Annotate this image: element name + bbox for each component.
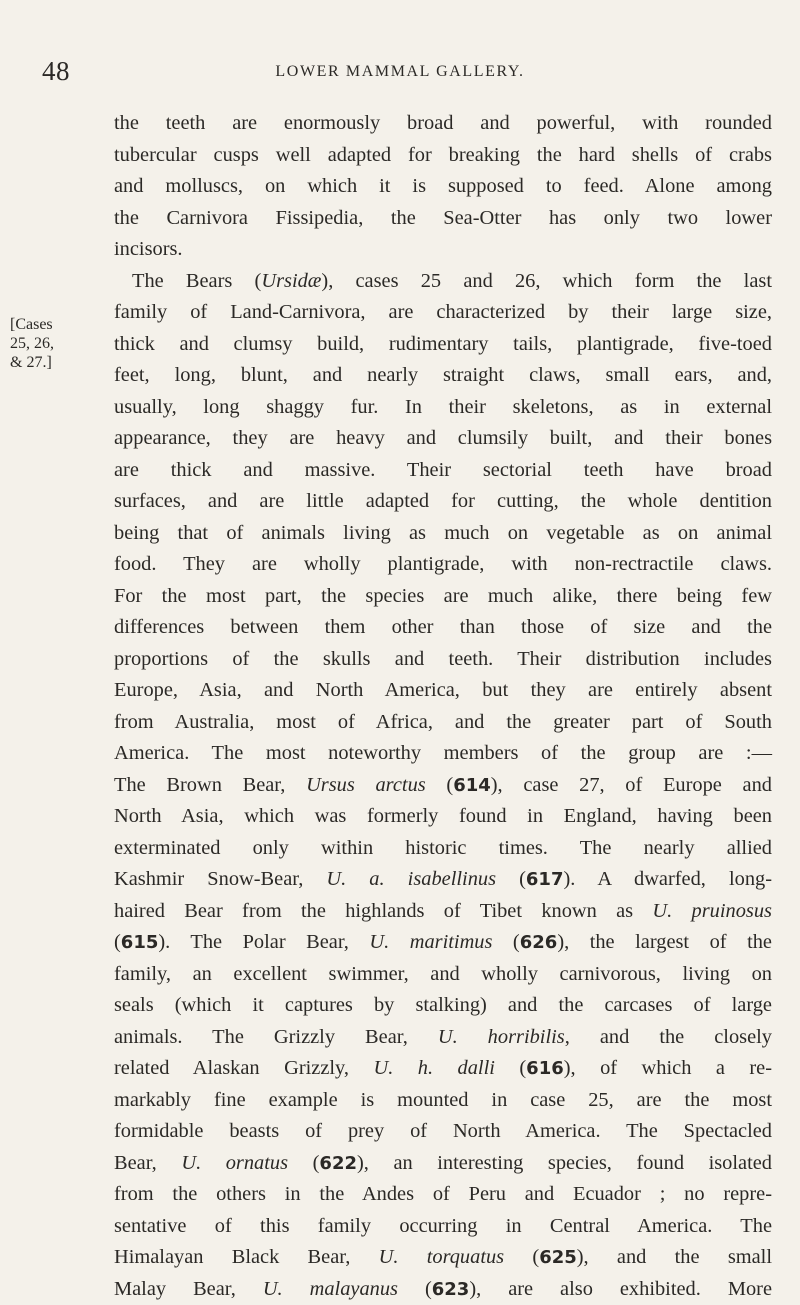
text-run: ), of which a re-	[564, 1057, 772, 1079]
margin-note-line: 25, 26,	[10, 334, 68, 353]
text-run: food. They are wholly plantigrade, with non-rectractile claws.	[114, 553, 772, 575]
text-run: appearance, they are heavy and clumsily built, and their bones	[114, 427, 772, 449]
text-line	[114, 1053, 772, 1085]
text-run: Malay Bear,	[114, 1278, 263, 1300]
text-run: ). A dwarfed, long-	[563, 868, 772, 890]
text-line	[114, 770, 772, 802]
text-line	[114, 203, 772, 235]
italic-text: U. a. isabellinus	[326, 868, 496, 890]
text-run: Europe, Asia, and North America, but they are entirely absent	[114, 679, 772, 701]
text-line	[114, 738, 772, 770]
text-run: (	[288, 1152, 319, 1174]
text-run: seals (which it captures by stalking) and the carcases of large	[114, 994, 772, 1016]
italic-text: U. malayanus	[263, 1278, 398, 1300]
text-run: (	[426, 774, 453, 796]
text-line	[114, 518, 772, 550]
text-run: differences between them other than those of size and the	[114, 616, 772, 638]
text-run: ), the largest of the	[557, 931, 772, 953]
text-run: Kashmir Snow-Bear,	[114, 868, 326, 890]
text-line	[114, 329, 772, 361]
text-line	[114, 1211, 772, 1243]
specimen-number: 626	[520, 932, 558, 953]
text-line	[114, 581, 772, 613]
text-run: ). The Polar Bear,	[158, 931, 369, 953]
specimen-number: 617	[526, 869, 564, 890]
margin-note-line: [Cases	[10, 315, 68, 334]
text-line	[114, 801, 772, 833]
italic-text: U. pruinosus	[652, 900, 772, 922]
text-run: are thick and massive. Their sectorial teeth have broad	[114, 459, 772, 481]
text-run: ), are also exhibited. More	[469, 1278, 772, 1300]
body-text	[114, 108, 772, 1305]
text-run: (	[492, 931, 519, 953]
text-run: ), and the small	[577, 1246, 772, 1268]
text-line	[114, 108, 772, 140]
text-run: haired Bear from the highlands of Tibet known as	[114, 900, 652, 922]
text-run: proportions of the skulls and teeth. Their distribution includes	[114, 648, 772, 670]
text-run: For the most part, the species are much alike, there being few	[114, 585, 772, 607]
text-run: and molluscs, on which it is supposed to feed. Alone among	[114, 175, 772, 197]
italic-text: U. maritimus	[369, 931, 492, 953]
text-line	[114, 171, 772, 203]
text-run: (	[398, 1278, 432, 1300]
text-run: The Bears (	[132, 270, 261, 292]
text-line	[114, 1274, 772, 1305]
text-run: , and the closely	[565, 1026, 772, 1048]
text-line	[114, 833, 772, 865]
text-line	[114, 1179, 772, 1211]
text-run: (	[495, 1057, 526, 1079]
margin-note-line: & 27.]	[10, 353, 68, 372]
running-head: LOWER MAMMAL GALLERY.	[0, 63, 800, 81]
text-line	[114, 486, 772, 518]
italic-text: Ursus arctus	[306, 774, 426, 796]
text-run: (	[496, 868, 526, 890]
text-run: The Brown Bear,	[114, 774, 306, 796]
text-line	[114, 990, 772, 1022]
italic-text: U. torquatus	[379, 1246, 505, 1268]
text-line	[114, 1242, 772, 1274]
text-run: related Alaskan Grizzly,	[114, 1057, 373, 1079]
text-run: family of Land-Carnivora, are characterized by their large size,	[114, 301, 772, 323]
specimen-number: 623	[432, 1279, 470, 1300]
text-line	[114, 864, 772, 896]
text-run: usually, long shaggy fur. In their skeletons, as in external	[114, 396, 772, 418]
text-run: the Carnivora Fissipedia, the Sea-Otter has only two lower	[114, 207, 772, 229]
text-run: (	[114, 931, 121, 953]
text-line	[114, 297, 772, 329]
text-run: animals. The Grizzly Bear,	[114, 1026, 438, 1048]
text-run: formidable beasts of prey of North America. The Spectacled	[114, 1120, 772, 1142]
text-run: markably fine example is mounted in case 25, are the most	[114, 1089, 772, 1111]
specimen-number: 615	[121, 932, 159, 953]
specimen-number: 616	[526, 1058, 564, 1079]
text-run: North Asia, which was formerly found in England, having been	[114, 805, 772, 827]
specimen-number: 625	[539, 1247, 577, 1268]
text-line	[114, 644, 772, 676]
text-run: tubercular cusps well adapted for breaking the hard shells of crabs	[114, 144, 772, 166]
text-line	[114, 266, 772, 298]
text-run: being that of animals living as much on vegetable as on animal	[114, 522, 772, 544]
text-run: thick and clumsy build, rudimentary tails, plantigrade, five-toed	[114, 333, 772, 355]
specimen-number: 622	[319, 1153, 357, 1174]
specimen-number: 614	[453, 775, 491, 796]
text-line	[114, 1022, 772, 1054]
text-run: ), case 27, of Europe and	[491, 774, 772, 796]
page-number: 48	[42, 56, 70, 87]
text-line	[114, 455, 772, 487]
text-run: ), cases 25 and 26, which form the last	[321, 270, 772, 292]
text-line	[114, 140, 772, 172]
text-line	[114, 1148, 772, 1180]
text-run: exterminated only within historic times. The nearly allied	[114, 837, 772, 859]
text-run: America. The most noteworthy members of the group are :—	[114, 742, 772, 764]
text-run: incisors.	[114, 238, 183, 260]
text-run: from Australia, most of Africa, and the greater part of South	[114, 711, 772, 733]
italic-text: U. h. dalli	[373, 1057, 494, 1079]
text-line	[114, 234, 772, 266]
text-line	[114, 612, 772, 644]
text-run: (	[504, 1246, 539, 1268]
text-run: feet, long, blunt, and nearly straight claws, small ears, and,	[114, 364, 772, 386]
text-line	[114, 392, 772, 424]
text-line	[114, 423, 772, 455]
text-run: family, an excellent swimmer, and wholly carnivorous, living on	[114, 963, 772, 985]
italic-text: U. ornatus	[181, 1152, 288, 1174]
text-run: Himalayan Black Bear,	[114, 1246, 379, 1268]
text-line	[114, 1116, 772, 1148]
text-line	[114, 896, 772, 928]
italic-text: Ursidæ	[261, 270, 321, 292]
text-line	[114, 360, 772, 392]
text-line	[114, 1085, 772, 1117]
text-run: ), an interesting species, found isolated	[357, 1152, 772, 1174]
text-run: surfaces, and are little adapted for cutting, the whole dentition	[114, 490, 772, 512]
text-line	[114, 549, 772, 581]
text-run: Bear,	[114, 1152, 181, 1174]
text-line	[114, 675, 772, 707]
text-line	[114, 959, 772, 991]
text-line	[114, 927, 772, 959]
margin-note	[10, 315, 68, 372]
text-run: sentative of this family occurring in Central America. The	[114, 1215, 772, 1237]
text-run: the teeth are enormously broad and powerful, with rounded	[114, 112, 772, 134]
italic-text: U. horribilis	[438, 1026, 565, 1048]
text-run: from the others in the Andes of Peru and Ecuador ; no repre-	[114, 1183, 772, 1205]
text-line	[114, 707, 772, 739]
